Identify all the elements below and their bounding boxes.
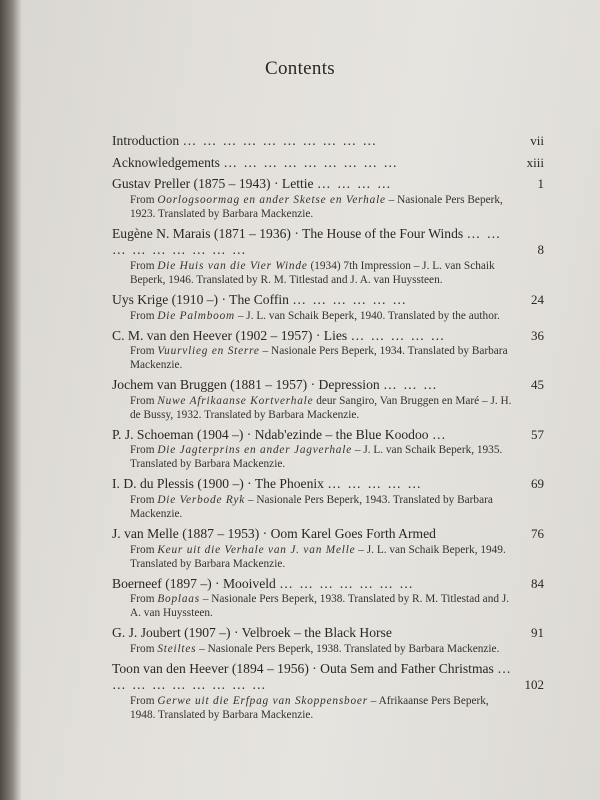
toc-entry-heading <box>112 176 514 193</box>
toc-leader-dots: … … … … … … … … … <box>223 154 399 170</box>
toc-entry-heading-row <box>112 155 544 172</box>
toc-leader-dots: … … … … … <box>350 327 446 343</box>
toc-page-number: 45 <box>531 377 544 393</box>
toc-entry <box>112 661 544 722</box>
toc-entry-title: Boerneef (1897 –) · Mooiveld <box>112 575 276 591</box>
toc-entry-source <box>112 543 544 571</box>
source-details: (1934) 7th Impression – J. L. van Schaik Beperk, 1946. Translated by R. M. Titlestad and J. A. van Huyssteen. <box>130 259 495 286</box>
toc-entry-title: Toon van den Heever (1894 – 1956) · Outa Sem and Father Christmas <box>112 660 494 676</box>
toc-page-number: 1 <box>537 176 544 192</box>
source-book-title: Oorlogsoormag en ander Sketse en Verhale <box>157 193 386 206</box>
toc-entry <box>112 292 544 323</box>
toc-entry-title: G. J. Joubert (1907 –) · Velbroek – the Black Horse <box>112 625 392 641</box>
source-book-title: Vuurvlieg en Sterre <box>157 345 260 358</box>
toc-entry <box>112 226 544 287</box>
toc-page-number: 36 <box>531 327 544 343</box>
source-details: deur Sangiro, Van Bruggen en Maré – J. H. de Bussy, 1932. Translated by Barbara Mackenzie. <box>130 394 512 421</box>
toc-entry-heading-row <box>112 526 544 543</box>
toc-entry-heading-row <box>112 377 544 394</box>
toc-leader-dots: … … … … … … … … … … <box>182 133 378 148</box>
toc-entry-heading <box>112 328 514 345</box>
toc-entry-title: I. D. du Plessis (1900 –) · The Phoenix <box>112 476 324 492</box>
toc-entry <box>112 427 544 472</box>
toc-entry-source <box>112 694 544 722</box>
toc-leader-dots: … … … … … … … … … <box>112 225 502 258</box>
toc-entry-heading-row <box>112 292 544 309</box>
source-book-title: Steiltes <box>157 642 197 655</box>
source-prefix: From <box>130 259 158 272</box>
toc-entry-heading <box>112 377 514 394</box>
source-prefix: From <box>130 694 158 707</box>
toc-entry-source <box>112 344 544 372</box>
toc-leader-dots: … … … … … <box>327 476 423 492</box>
toc-entry-heading <box>112 576 514 593</box>
toc-entry-heading <box>112 526 514 543</box>
toc-entry-source <box>112 493 544 521</box>
toc-entry <box>112 476 544 521</box>
toc-entry-heading <box>112 133 514 150</box>
toc-entry <box>112 526 544 571</box>
toc-leader-dots: … … … … <box>317 176 393 192</box>
toc-entry <box>112 576 544 621</box>
source-prefix: From <box>130 394 158 407</box>
toc-entry-heading <box>112 661 514 694</box>
source-details: – Nasionale Pers Beperk, 1938. Translated by R. M. Titlestad and J. A. van Huyssteen. <box>130 593 510 620</box>
source-prefix: From <box>130 444 158 457</box>
toc-page-number: 8 <box>537 242 544 258</box>
toc-entry-source <box>112 394 544 422</box>
toc-entry-heading-row <box>112 176 544 193</box>
toc-entry-heading-row <box>112 476 544 493</box>
toc-leader-dots: … … … … … … … … … <box>112 660 513 693</box>
toc-entry-source <box>112 309 544 323</box>
toc-entry-title: Gustav Preller (1875 – 1943) · Lettie <box>112 176 314 192</box>
toc-entry <box>112 155 544 172</box>
toc-entry-heading-row <box>112 625 544 642</box>
toc-entry-heading-row <box>112 427 544 444</box>
toc-entry-title: Acknowledgements <box>112 154 220 170</box>
toc-entry-heading <box>112 476 514 493</box>
toc-leader-dots: … … … <box>383 377 439 393</box>
toc-entry <box>112 176 544 221</box>
source-book-title: Die Huis van die Vier Winde <box>157 259 308 272</box>
toc-entry-title: Uys Krige (1910 –) · The Coffin <box>112 291 289 307</box>
toc-page-number: vii <box>530 133 544 148</box>
page-title: Contents <box>265 58 335 79</box>
source-details: – J. L. van Schaik Beperk, 1949. Translated by Barbara Mackenzie. <box>130 543 506 570</box>
source-prefix: From <box>130 493 158 506</box>
toc-entry <box>112 133 544 150</box>
source-prefix: From <box>130 193 158 206</box>
toc-entry <box>112 328 544 373</box>
toc-page-number: 84 <box>531 575 544 591</box>
toc-page-number: 76 <box>531 525 544 541</box>
toc-entry-title: Jochem van Bruggen (1881 – 1957) · Depression <box>112 377 380 393</box>
source-book-title: Keur uit die Verhale van J. van Melle <box>157 543 356 556</box>
toc-leader-dots: … … … … … … <box>292 291 408 307</box>
toc-entry-heading-row <box>112 328 544 345</box>
toc-leader-dots: … <box>431 426 448 442</box>
source-book-title: Nuwe Afrikaanse Kortverhale <box>157 394 314 407</box>
toc-entry-heading <box>112 427 514 444</box>
table-of-contents <box>112 133 544 727</box>
toc-entry-title: Eugène N. Marais (1871 – 1936) · The House of the Four Winds <box>112 225 464 241</box>
toc-entry-heading <box>112 292 514 309</box>
source-prefix: From <box>130 309 158 322</box>
source-book-title: Die Palmboom <box>157 309 235 322</box>
source-details: – Nasionale Pers Beperk, 1934. Translated by Barbara Mackenzie. <box>130 345 508 372</box>
toc-entry-title: J. van Melle (1887 – 1953) · Oom Karel Goes Forth Armed <box>112 525 436 541</box>
source-book-title: Gerwe uit die Erfpag van Skoppensboer <box>157 694 368 707</box>
source-prefix: From <box>130 345 158 358</box>
source-details: – Afrikaanse Pers Beperk, 1948. Translated by Barbara Mackenzie. <box>130 694 489 721</box>
toc-entry-source <box>112 592 544 620</box>
source-prefix: From <box>130 642 158 655</box>
source-details: – J. L. van Schaik Beperk, 1940. Translated by the author. <box>235 309 500 322</box>
toc-entry-title: C. M. van den Heever (1902 – 1957) · Lies <box>112 327 348 343</box>
source-book-title: Boplaas <box>157 593 200 606</box>
source-details: – J. L. van Schaik Beperk, 1935. Translated by Barbara Mackenzie. <box>130 444 503 471</box>
toc-entry-heading <box>112 226 514 259</box>
source-details: – Nasionale Pers Beperk, 1923. Translated by Barbara Mackenzie. <box>130 193 503 220</box>
toc-entry-heading-row <box>112 576 544 593</box>
source-prefix: From <box>130 543 158 556</box>
page-gutter-shadow <box>0 0 22 800</box>
toc-entry-heading <box>112 625 514 642</box>
toc-entry-source <box>112 259 544 287</box>
toc-entry-heading-row <box>112 661 544 694</box>
toc-entry <box>112 625 544 656</box>
source-prefix: From <box>130 593 158 606</box>
toc-entry-source <box>112 642 544 656</box>
toc-entry-title: P. J. Schoeman (1904 –) · Ndab'ezinde – the Blue Koodoo <box>112 426 429 442</box>
toc-entry-title: Introduction <box>112 133 180 148</box>
toc-page-number: 102 <box>524 677 544 693</box>
toc-page-number: 57 <box>531 426 544 442</box>
source-details: – Nasionale Pers Beperk, 1938. Translated by Barbara Mackenzie. <box>196 642 500 655</box>
toc-page-number: 69 <box>531 476 544 492</box>
toc-entry-source <box>112 193 544 221</box>
toc-entry <box>112 377 544 422</box>
toc-entry-heading <box>112 155 514 172</box>
toc-entry-source <box>112 443 544 471</box>
toc-page-number: 24 <box>531 291 544 307</box>
source-book-title: Die Verbode Ryk <box>157 493 246 506</box>
toc-entry-heading-row <box>112 226 544 259</box>
toc-leader-dots: … … … … … … … <box>279 575 415 591</box>
source-details: – Nasionale Pers Beperk, 1943. Translated by Barbara Mackenzie. <box>130 493 493 520</box>
toc-page-number: 91 <box>531 625 544 641</box>
toc-entry-heading-row <box>112 133 544 150</box>
toc-page-number: xiii <box>526 154 544 170</box>
source-book-title: Die Jagterprins en ander Jagverhale <box>157 444 353 457</box>
